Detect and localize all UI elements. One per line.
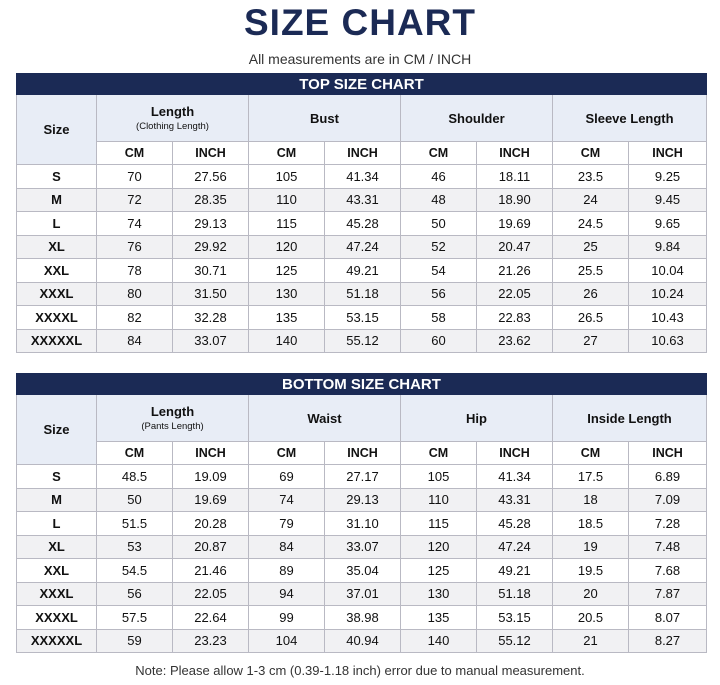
size-label-cell: XXXL: [17, 582, 97, 606]
measurement-cell: 74: [97, 212, 173, 236]
measurement-cell: 29.92: [173, 235, 249, 259]
measurement-cell: 46: [401, 165, 477, 189]
bottom-chart-banner: BOTTOM SIZE CHART: [17, 374, 707, 395]
measurement-cell: 9.65: [629, 212, 707, 236]
measurement-cell: 60: [401, 329, 477, 353]
measurement-cell: 8.07: [629, 606, 707, 630]
size-label-cell: L: [17, 212, 97, 236]
measurement-cell: 19.09: [173, 465, 249, 489]
measurement-cell: 84: [97, 329, 173, 353]
size-column-header: Size: [17, 395, 97, 465]
measurement-cell: 115: [401, 512, 477, 536]
measurement-cell: 10.04: [629, 259, 707, 283]
unit-header: INCH: [325, 142, 401, 165]
measurement-cell: 10.43: [629, 306, 707, 330]
measurement-cell: 51.5: [97, 512, 173, 536]
measurement-cell: 27.17: [325, 465, 401, 489]
unit-header: CM: [553, 142, 629, 165]
table-row: [17, 582, 707, 606]
measurement-cell: 9.45: [629, 188, 707, 212]
measurement-cell: 84: [249, 535, 325, 559]
measurement-cell: 31.50: [173, 282, 249, 306]
measurement-cell: 37.01: [325, 582, 401, 606]
top-table-body: [17, 165, 707, 353]
measurement-cell: 105: [249, 165, 325, 189]
measurement-cell: 7.87: [629, 582, 707, 606]
unit-header: INCH: [629, 142, 707, 165]
measurement-cell: 50: [401, 212, 477, 236]
measurement-cell: 55.12: [477, 629, 553, 653]
size-label-cell: XXXXXL: [17, 629, 97, 653]
unit-header: CM: [401, 142, 477, 165]
measurement-cell: 20.28: [173, 512, 249, 536]
unit-header: INCH: [173, 442, 249, 465]
measurement-cell: 18.5: [553, 512, 629, 536]
measurement-cell: 55.12: [325, 329, 401, 353]
table-row: [17, 559, 707, 583]
measurement-cell: 140: [249, 329, 325, 353]
table-row: [17, 329, 707, 353]
unit-header: CM: [97, 442, 173, 465]
measurement-cell: 23.5: [553, 165, 629, 189]
measurement-cell: 22.05: [173, 582, 249, 606]
measurement-cell: 72: [97, 188, 173, 212]
measurement-cell: 74: [249, 488, 325, 512]
measurement-cell: 80: [97, 282, 173, 306]
measurement-cell: 25.5: [553, 259, 629, 283]
table-row: [17, 188, 707, 212]
measurement-cell: 53: [97, 535, 173, 559]
measurement-cell: 33.07: [173, 329, 249, 353]
group-label: Length: [150, 404, 195, 419]
unit-header: INCH: [629, 442, 707, 465]
measurement-cell: 54.5: [97, 559, 173, 583]
measurement-cell: 20.5: [553, 606, 629, 630]
sleeve-length-group-header: Sleeve Length: [553, 95, 707, 142]
measurement-cell: 9.25: [629, 165, 707, 189]
measurement-cell: 99: [249, 606, 325, 630]
measurement-cell: 59: [97, 629, 173, 653]
measurement-cell: 70: [97, 165, 173, 189]
measurement-cell: 18.90: [477, 188, 553, 212]
table-row: [17, 606, 707, 630]
measurement-cell: 51.18: [325, 282, 401, 306]
measurement-cell: 22.83: [477, 306, 553, 330]
measurement-cell: 19.5: [553, 559, 629, 583]
unit-header: INCH: [477, 142, 553, 165]
size-label-cell: S: [17, 465, 97, 489]
measurement-cell: 7.28: [629, 512, 707, 536]
table-row: [17, 165, 707, 189]
measurement-cell: 22.64: [173, 606, 249, 630]
bust-group-header: Bust: [249, 95, 401, 142]
measurement-cell: 82: [97, 306, 173, 330]
measurement-cell: 125: [401, 559, 477, 583]
measurement-cell: 20.87: [173, 535, 249, 559]
size-label-cell: XXXL: [17, 282, 97, 306]
measurement-cell: 48: [401, 188, 477, 212]
measurement-cell: 53.15: [477, 606, 553, 630]
measurement-cell: 21.26: [477, 259, 553, 283]
measurement-cell: 23.62: [477, 329, 553, 353]
measurement-cell: 29.13: [325, 488, 401, 512]
table-row: [17, 282, 707, 306]
measurement-cell: 6.89: [629, 465, 707, 489]
table-row: [17, 465, 707, 489]
bottom-table-body: [17, 465, 707, 653]
unit-header: INCH: [477, 442, 553, 465]
measurement-cell: 22.05: [477, 282, 553, 306]
size-label-cell: XL: [17, 235, 97, 259]
size-label-cell: L: [17, 512, 97, 536]
measurement-cell: 120: [401, 535, 477, 559]
measurement-cell: 8.27: [629, 629, 707, 653]
size-label-cell: M: [17, 488, 97, 512]
page-subtitle: All measurements are in CM / INCH: [248, 51, 472, 67]
measurement-cell: 76: [97, 235, 173, 259]
measurement-cell: 58: [401, 306, 477, 330]
measurement-cell: 78: [97, 259, 173, 283]
measurement-cell: 56: [97, 582, 173, 606]
measurement-cell: 26.5: [553, 306, 629, 330]
measurement-cell: 27.56: [173, 165, 249, 189]
group-sublabel: (Pants Length): [141, 421, 204, 432]
measurement-cell: 17.5: [553, 465, 629, 489]
measurement-cell: 130: [401, 582, 477, 606]
measurement-cell: 19.69: [477, 212, 553, 236]
measurement-cell: 35.04: [325, 559, 401, 583]
measurement-cell: 120: [249, 235, 325, 259]
measurement-cell: 7.48: [629, 535, 707, 559]
table-row: [17, 212, 707, 236]
measurement-cell: 21: [553, 629, 629, 653]
measurement-cell: 24: [553, 188, 629, 212]
shoulder-group-header: Shoulder: [401, 95, 553, 142]
unit-header: CM: [97, 142, 173, 165]
measurement-cell: 54: [401, 259, 477, 283]
measurement-cell: 140: [401, 629, 477, 653]
table-row: [17, 259, 707, 283]
page-title: SIZE CHART: [244, 2, 476, 43]
measurement-cell: 9.84: [629, 235, 707, 259]
table-row: [17, 512, 707, 536]
top-chart-banner: TOP SIZE CHART: [17, 74, 707, 95]
measurement-cell: 50: [97, 488, 173, 512]
measurement-cell: 7.68: [629, 559, 707, 583]
measurement-cell: 135: [249, 306, 325, 330]
size-label-cell: S: [17, 165, 97, 189]
measurement-cell: 7.09: [629, 488, 707, 512]
table-row: [17, 306, 707, 330]
size-label-cell: XL: [17, 535, 97, 559]
measurement-cell: 41.34: [477, 465, 553, 489]
measurement-cell: 32.28: [173, 306, 249, 330]
measurement-cell: 33.07: [325, 535, 401, 559]
waist-group-header: Waist: [249, 395, 401, 442]
measurement-cell: 104: [249, 629, 325, 653]
group-sublabel: (Clothing Length): [136, 121, 209, 132]
measurement-cell: 31.10: [325, 512, 401, 536]
measurement-cell: 56: [401, 282, 477, 306]
measurement-cell: 49.21: [325, 259, 401, 283]
measurement-cell: 110: [249, 188, 325, 212]
measurement-cell: 135: [401, 606, 477, 630]
measurement-cell: 49.21: [477, 559, 553, 583]
table-row: [17, 629, 707, 653]
measurement-cell: 69: [249, 465, 325, 489]
measurement-cell: 47.24: [325, 235, 401, 259]
size-label-cell: XXXXL: [17, 606, 97, 630]
unit-header: INCH: [325, 442, 401, 465]
group-label: Length: [150, 104, 195, 119]
measurement-note: Note: Please allow 1-3 cm (0.39-1.18 inch) error due to manual measurement.: [135, 663, 585, 678]
measurement-cell: 19: [553, 535, 629, 559]
measurement-cell: 24.5: [553, 212, 629, 236]
measurement-cell: 45.28: [477, 512, 553, 536]
inside-length-group-header: Inside Length: [553, 395, 707, 442]
size-label-cell: XXXXXL: [17, 329, 97, 353]
size-label-cell: XXL: [17, 259, 97, 283]
size-label-cell: XXXXL: [17, 306, 97, 330]
measurement-cell: 27: [553, 329, 629, 353]
bottom-size-table: [16, 373, 707, 653]
unit-header: INCH: [173, 142, 249, 165]
measurement-cell: 41.34: [325, 165, 401, 189]
size-label-cell: XXL: [17, 559, 97, 583]
unit-header: CM: [249, 142, 325, 165]
unit-header: CM: [553, 442, 629, 465]
measurement-cell: 20.47: [477, 235, 553, 259]
measurement-cell: 51.18: [477, 582, 553, 606]
measurement-cell: 30.71: [173, 259, 249, 283]
measurement-cell: 25: [553, 235, 629, 259]
measurement-cell: 29.13: [173, 212, 249, 236]
measurement-cell: 23.23: [173, 629, 249, 653]
size-label-cell: M: [17, 188, 97, 212]
measurement-cell: 110: [401, 488, 477, 512]
measurement-cell: 20: [553, 582, 629, 606]
length-group-header: [97, 95, 249, 142]
measurement-cell: 89: [249, 559, 325, 583]
measurement-cell: 48.5: [97, 465, 173, 489]
measurement-cell: 125: [249, 259, 325, 283]
measurement-cell: 130: [249, 282, 325, 306]
measurement-cell: 18.11: [477, 165, 553, 189]
measurement-cell: 21.46: [173, 559, 249, 583]
measurement-cell: 94: [249, 582, 325, 606]
hip-group-header: Hip: [401, 395, 553, 442]
measurement-cell: 57.5: [97, 606, 173, 630]
measurement-cell: 115: [249, 212, 325, 236]
measurement-cell: 26: [553, 282, 629, 306]
measurement-cell: 47.24: [477, 535, 553, 559]
measurement-cell: 53.15: [325, 306, 401, 330]
measurement-cell: 43.31: [325, 188, 401, 212]
unit-header: CM: [249, 442, 325, 465]
table-row: [17, 535, 707, 559]
measurement-cell: 10.63: [629, 329, 707, 353]
measurement-cell: 10.24: [629, 282, 707, 306]
table-row: [17, 488, 707, 512]
top-size-table: [16, 73, 707, 353]
measurement-cell: 40.94: [325, 629, 401, 653]
measurement-cell: 52: [401, 235, 477, 259]
table-row: [17, 235, 707, 259]
measurement-cell: 18: [553, 488, 629, 512]
unit-header: CM: [401, 442, 477, 465]
measurement-cell: 105: [401, 465, 477, 489]
length-group-header: [97, 395, 249, 442]
measurement-cell: 38.98: [325, 606, 401, 630]
measurement-cell: 79: [249, 512, 325, 536]
measurement-cell: 43.31: [477, 488, 553, 512]
measurement-cell: 28.35: [173, 188, 249, 212]
measurement-cell: 45.28: [325, 212, 401, 236]
size-column-header: Size: [17, 95, 97, 165]
measurement-cell: 19.69: [173, 488, 249, 512]
